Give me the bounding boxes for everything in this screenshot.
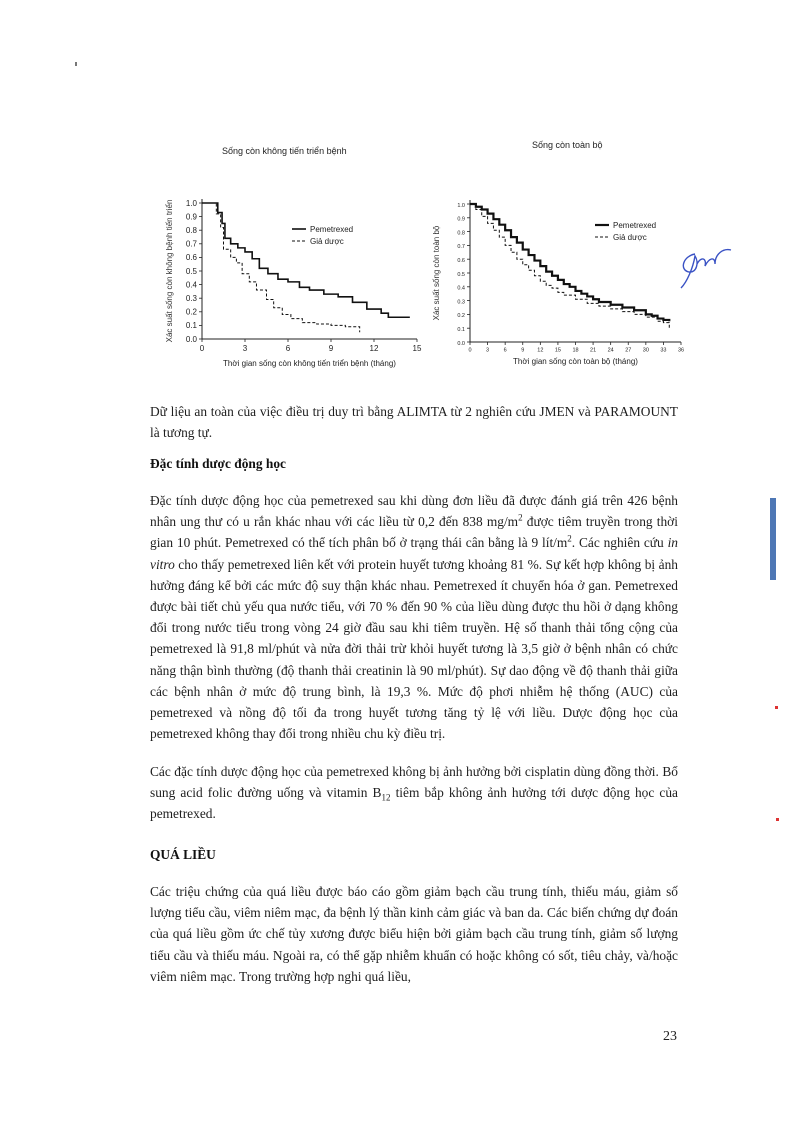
overdose-paragraph: Các triệu chứng của quá liều được báo cáo gồm giảm bạch cầu trung tính, thiếu máu, giảm số lượng tiểu cầu, viêm niêm mạc, đa bệnh lý thần kinh cảm giác và ban da. Các biến chứng dự đoán của quá liều gồm ức chế tủy xương được biểu hiện bởi giảm bạch cầu trung tính, giảm số lượng tiểu cầu và thiếu máu. Ngoài ra, có thể gặp nhiễm khuẩn có hoặc không có sốt, tiêu chảy, và/hoặc viêm niêm mạc. Trong trường hợp nghi quá liều, xyxy=(150,884,678,984)
y-tick-label: 0.7 xyxy=(457,244,465,251)
os-chart xyxy=(425,190,690,380)
y-tick-label: 0.8 xyxy=(185,226,197,235)
x-tick-label: 33 xyxy=(660,347,667,354)
pk-paragraph-2 xyxy=(150,761,678,825)
x-tick-label: 0 xyxy=(199,344,205,353)
y-tick-label: 0.4 xyxy=(457,285,465,292)
x-tick-label: 3 xyxy=(242,344,248,353)
y-tick-label: 0.1 xyxy=(457,327,465,333)
y-tick-label: 0.2 xyxy=(457,313,465,320)
y-axis-label: Xác suất sống còn không bệnh tiến triển xyxy=(165,199,174,343)
x-tick-label: 18 xyxy=(572,347,579,354)
pk2-sub: 12 xyxy=(381,792,391,803)
y-tick-label: 0.6 xyxy=(457,258,465,264)
x-tick-label: 12 xyxy=(369,344,379,353)
chart1-title: Sống còn không tiến triển bệnh xyxy=(222,146,347,156)
page-number: 23 xyxy=(663,1029,677,1044)
scan-speck xyxy=(775,706,778,709)
y-tick-label: 0.5 xyxy=(457,271,465,278)
x-tick-label: 36 xyxy=(677,347,685,354)
y-tick-label: 0.3 xyxy=(185,294,197,303)
pk2-text-1: Các đặc tính dược động học của pemetrexed không bị ảnh hưởng bởi cisplatin dùng đồng thời. Bổ sung acid folic đường uống và vitamin B xyxy=(150,764,678,801)
pk-text-3: . Các nghiên cứu xyxy=(571,535,668,551)
x-tick-label: 21 xyxy=(590,347,597,354)
x-tick-label: 6 xyxy=(503,347,507,354)
y-tick-label: 0.4 xyxy=(185,280,197,290)
legend-label: Pemetrexed xyxy=(310,225,354,234)
scan-speck xyxy=(776,818,779,821)
pk-paragraph xyxy=(150,490,678,744)
x-tick-label: 15 xyxy=(412,344,422,353)
scan-margin-mark xyxy=(770,498,776,580)
x-tick-label: 0 xyxy=(468,347,472,354)
x-axis-label: Thời gian sống còn không tiến triển bệnh (tháng) xyxy=(223,359,396,368)
pk-sup-1: 2 xyxy=(518,512,523,523)
x-tick-label: 24 xyxy=(607,347,614,354)
chart2-title: Sống còn toàn bộ xyxy=(532,140,603,150)
pk-text-1: Đặc tính dược động học của pemetrexed sau khi dùng đơn liều đã được đánh giá trên 426 bệnh nhân ung thư có u rắn khác nhau với các liều từ 0,2 đến 838 mg/m xyxy=(150,493,678,530)
x-tick-label: 15 xyxy=(554,347,561,354)
pk-sup-2: 2 xyxy=(567,533,572,544)
pfs-chart xyxy=(160,175,445,380)
y-axis-label: Xác suất sống còn toàn bộ xyxy=(432,225,441,321)
pk-heading: Đặc tính dược động học xyxy=(150,456,286,471)
x-tick-label: 30 xyxy=(642,347,649,354)
y-tick-label: 0.5 xyxy=(185,266,197,276)
x-tick-label: 12 xyxy=(537,347,544,354)
y-tick-label: 0.0 xyxy=(185,334,197,344)
y-tick-label: 0.8 xyxy=(457,230,465,237)
y-tick-label: 0.0 xyxy=(457,340,465,347)
y-tick-label: 1.0 xyxy=(457,202,465,209)
pk-italic: in vitro xyxy=(150,535,678,572)
legend-label: Giả dược xyxy=(310,237,344,246)
x-tick-label: 6 xyxy=(285,344,291,353)
pk2-text-2: tiêm bắp không ảnh hưởng tới dược động học của pemetrexed. xyxy=(150,785,678,822)
pk-text-4: cho thấy pemetrexed liên kết với protein huyết tương khoảng 81 %. Sự kết hợp không bị ảnh hưởng đáng kể bởi các mức độ suy thận khác nhau. Pemetrexed ít chuyển hóa ở gan. Pemetrexed được bài tiết chủ yếu qua nước tiểu, với 70 % đến 90 % của liều dùng được thu hồi ở dạng không đổi trong nước tiểu trong vòng 24 giờ đầu sau khi tiêm truyền. Hệ số thanh thải tổng cộng của pemetrexed là 91,8 ml/phút và nửa đời thải trừ khỏi huyết tương là 3,5 giờ ở bệnh nhân có chức năng thận bình thường (độ thanh thải creatinin là 90 ml/phút). Sự dao động về độ thanh thải giữa các bệnh nhân ở mức độ trung bình, là 19,3 %. Mức độ phơi nhiễm hệ thống (AUC) của pemetrexed và nồng độ tối đa trong huyết tương tăng tỷ lệ với liều. Dược động học của pemetrexed không thay đổi trong nhiều chu kỳ điều trị. xyxy=(150,556,678,742)
x-tick-label: 9 xyxy=(521,347,525,354)
pk-text-2: được tiêm truyền trong thời gian 10 phút. Pemetrexed có thể tích phân bố ở trạng thái cân bằng là 9 lít/m xyxy=(150,514,678,551)
x-axis-label: Thời gian sống còn toàn bộ (tháng) xyxy=(513,357,638,366)
x-tick-label: 3 xyxy=(486,347,490,354)
y-tick-label: 1.0 xyxy=(185,198,197,208)
legend-label: Giả dược xyxy=(613,233,647,242)
y-tick-label: 0.9 xyxy=(185,212,197,222)
scan-speck xyxy=(75,62,77,66)
x-tick-label: 9 xyxy=(328,344,334,353)
series-line-pemetrexed xyxy=(202,203,410,317)
y-tick-label: 0.2 xyxy=(185,307,197,317)
x-tick-label: 27 xyxy=(625,347,632,354)
overdose-heading: QUÁ LIỀU xyxy=(150,847,216,862)
y-tick-label: 0.3 xyxy=(457,299,465,306)
y-tick-label: 0.1 xyxy=(185,321,197,331)
y-tick-label: 0.6 xyxy=(185,253,197,263)
handwritten-signature xyxy=(675,242,737,292)
y-tick-label: 0.9 xyxy=(457,216,465,223)
intro-paragraph: Dữ liệu an toàn của việc điều trị duy trì bằng ALIMTA từ 2 nghiên cứu JMEN và PARAMOUNT là tương tự. xyxy=(150,404,678,441)
legend-label: Pemetrexed xyxy=(613,221,657,230)
series-line-placebo xyxy=(202,203,360,332)
y-tick-label: 0.7 xyxy=(185,239,197,249)
